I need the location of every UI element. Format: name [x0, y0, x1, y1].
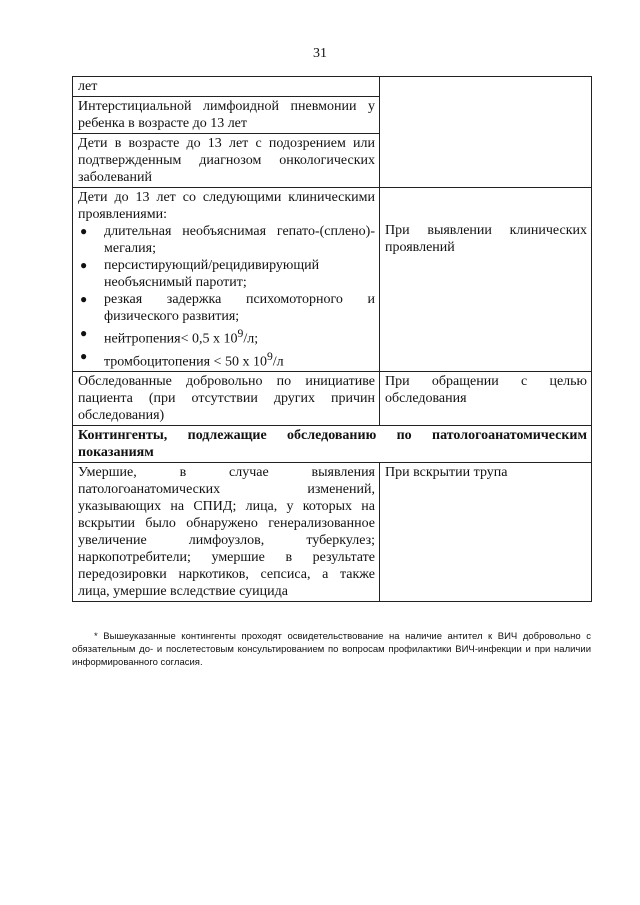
table-cell-left: Умершие, в случае выявления патологоанатомических изменений, указывающих на СПИД; лица, у которых на вскрытии было обнаружено генерализованное увеличение лимфоузлов, туберкулез; наркопотребители; умершие в результате передозировки наркотиков, сепсиса, а также лица, умершие вследствие суицида — [73, 463, 380, 602]
list-item — [78, 291, 375, 325]
bullet-dot-icon: ● — [80, 258, 88, 272]
bullet-text: тромбоцитопения < 50 х 10 — [104, 354, 267, 370]
table-cell-left: лет — [73, 77, 380, 97]
clinical-intro: Дети до 13 лет со следующими клиническими проявлениями: — [78, 190, 375, 222]
table-row-section-header — [73, 426, 592, 463]
table-row-deceased — [73, 463, 592, 602]
bullet-text: длительная необъяснимая гепато-(сплено)-мегалия; — [104, 224, 375, 256]
section-header-text: Контингенты, подлежащие обследованию по патологоанатомическим показаниям — [78, 428, 587, 461]
list-item — [78, 325, 375, 348]
contingents-table — [72, 76, 592, 602]
table-cell-left: Интерстициальной лимфоидной пневмонии у ребенка в возрасте до 13 лет — [73, 97, 380, 134]
bullet-tail: /л; — [243, 331, 259, 347]
table-row — [73, 77, 592, 97]
superscript: 9 — [237, 327, 244, 340]
clinical-right-text: При выявлении клинических проявлений — [385, 223, 587, 255]
table-cell-right: При обращении с целью обследования — [380, 372, 592, 426]
table-row-clinical — [73, 188, 592, 372]
table-cell-right: При вскрытии трупа — [380, 463, 592, 602]
bullet-dot-icon: ● — [80, 326, 88, 340]
bullet-text: нейтропения< 0,5 х 10 — [104, 331, 238, 347]
page-number: 31 — [313, 46, 327, 61]
bullet-text: персистирующий/рецидивирующий необъяснимый паротит; — [104, 258, 320, 290]
bullet-tail: /л — [272, 354, 284, 370]
footnote: * Вышеуказанные контингенты проходят освидетельствование на наличие антител к ВИЧ добровольно с обязательным до- и послетестовым консультированием по вопросам профилактики ВИЧ-инфекции и при наличии информированного согласия. — [72, 631, 591, 668]
section-header — [73, 426, 592, 463]
table-cell-right-empty — [380, 77, 592, 188]
bullet-dot-icon: ● — [80, 292, 88, 306]
table-row-voluntary — [73, 372, 592, 426]
list-item — [78, 257, 375, 291]
table-cell-clinical-right — [380, 188, 592, 372]
table-cell-left: Дети в возрасте до 13 лет с подозрением или подтвержденным диагнозом онкологических заболеваний — [73, 134, 380, 188]
clinical-bullet-list — [78, 223, 375, 370]
bullet-dot-icon: ● — [80, 224, 88, 238]
list-item — [78, 348, 375, 371]
bullet-dot-icon: ● — [80, 348, 88, 363]
table-cell-left: Обследованные добровольно по инициативе пациента (при отсутствии других причин обследования) — [73, 372, 380, 426]
bullet-text: резкая задержка психомоторного и физического развития; — [104, 292, 375, 324]
list-item — [78, 223, 375, 257]
superscript: 9 — [266, 349, 273, 363]
table-cell-clinical — [73, 188, 380, 372]
